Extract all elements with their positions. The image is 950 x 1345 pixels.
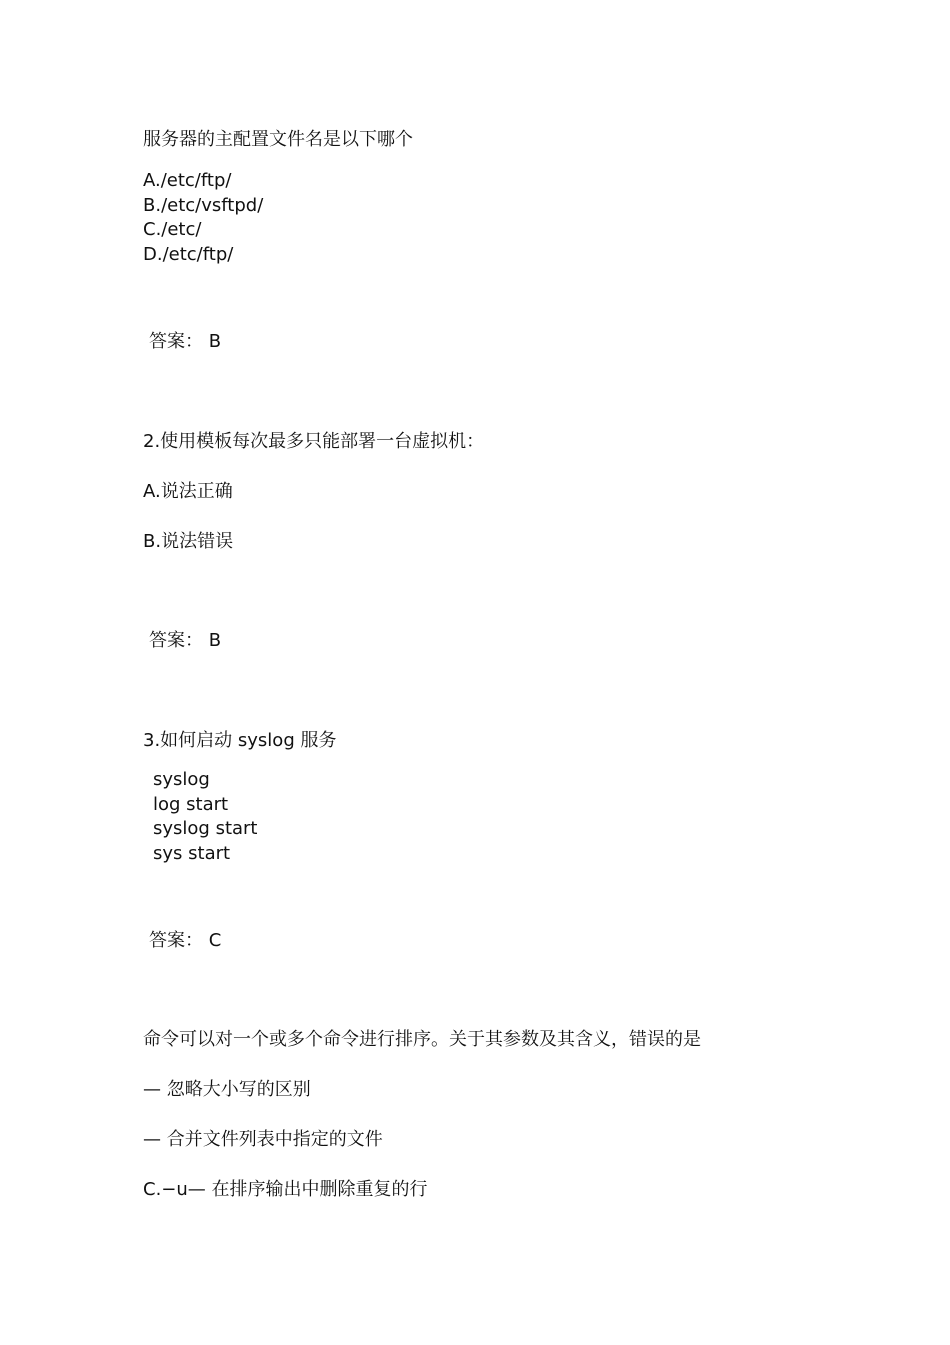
question-1-option-b: B./etc/vsftpd/ xyxy=(143,195,264,216)
question-2-text: 2.使用模板每次最多只能部署一台虚拟机： xyxy=(143,431,485,452)
question-4-option-a: — 忽略大小写的区别 xyxy=(143,1079,311,1100)
question-3-option-a: syslog xyxy=(153,769,210,790)
question-4-option-b: — 合并文件列表中指定的文件 xyxy=(143,1129,383,1150)
question-2-option-a: A.说法正确 xyxy=(143,481,233,502)
question-4-text: 命令可以对一个或多个命令进行排序。关于其参数及其含义，错误的是 xyxy=(143,1029,701,1050)
question-3-option-c: syslog start xyxy=(153,818,258,839)
question-3-option-b: log start xyxy=(153,794,229,815)
question-1-text: 服务器的主配置文件名是以下哪个 xyxy=(143,129,413,150)
question-4-option-c: C.−u— 在排序输出中删除重复的行 xyxy=(143,1179,428,1200)
question-1-option-c: C./etc/ xyxy=(143,219,202,240)
question-3-option-d: sys start xyxy=(153,843,231,864)
question-3-text: 3.如何启动 syslog 服务 xyxy=(143,730,337,751)
question-1-option-a: A./etc/ftp/ xyxy=(143,170,232,191)
question-2-answer: 答案： B xyxy=(149,630,222,651)
question-1-answer: 答案： B xyxy=(149,331,222,352)
question-3-answer: 答案： C xyxy=(149,930,222,951)
question-2-option-b: B.说法错误 xyxy=(143,531,234,552)
question-1-option-d: D./etc/ftp/ xyxy=(143,244,234,265)
